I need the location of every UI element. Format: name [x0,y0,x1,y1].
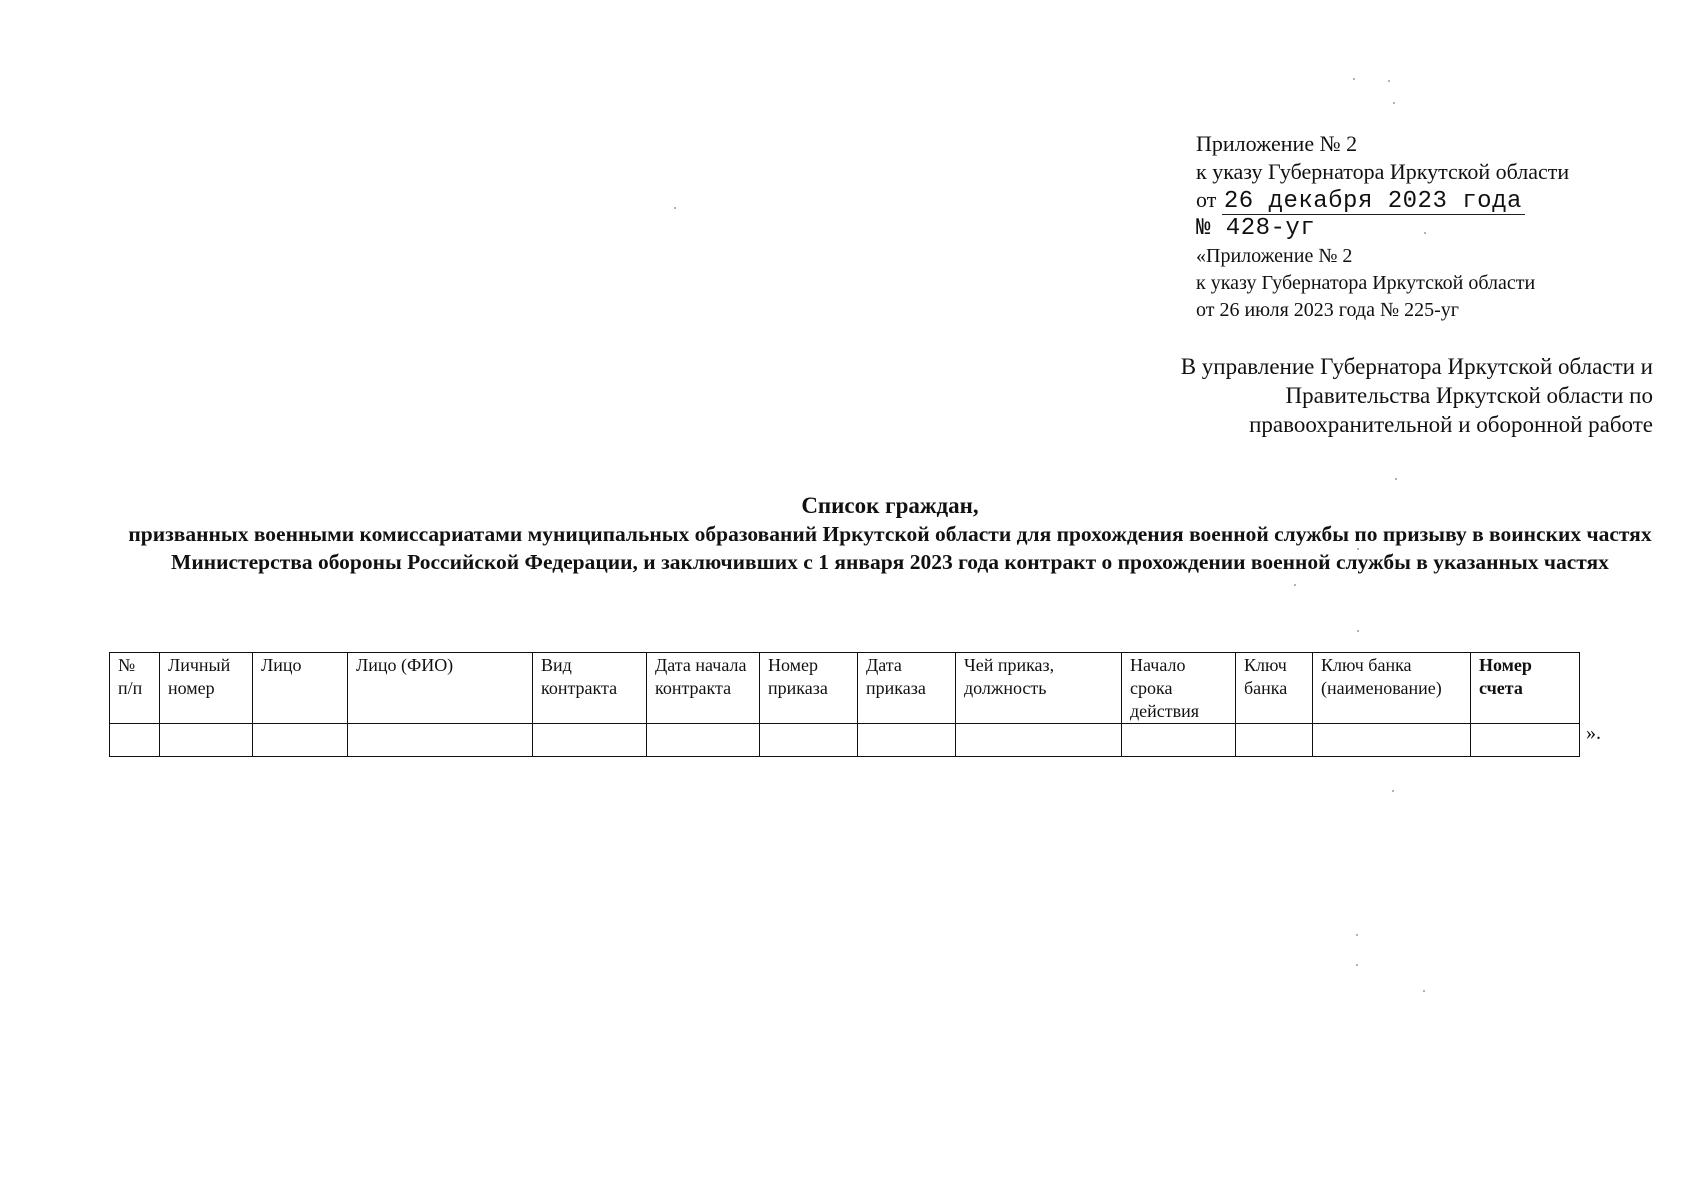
title-heading: Список граждан, [801,493,979,518]
title-description: призванных военными комиссариатами муниципальных образований Иркутской области для прохождения военной службы по призыву в воинских частях Министерства обороны Российской Федерации, и заключивших с 1 января 2023 года контракт о прохождении военной службы в указанных частях [128,522,1652,574]
table-cell [110,724,160,757]
table-cell [1236,724,1313,757]
scan-speck [1388,80,1390,82]
addressee-block [1093,352,1653,439]
appendix-title: Приложение № 2 [1196,131,1358,156]
table-header-cell: Лицо [253,653,348,724]
scan-speck [1393,102,1395,104]
table-header-cell: Дата приказа [858,653,956,724]
appendix-decree-ref: к указу Губернатора Иркутской области [1196,159,1570,184]
appendix-date-prefix: от [1196,187,1217,212]
scan-speck [1424,232,1426,234]
scan-speck [1357,630,1359,632]
table-header-cell: Ключ банка [1236,653,1313,724]
scan-speck [1392,790,1394,792]
scan-speck [1294,584,1296,586]
citizens-table-wrap [109,652,1580,757]
scan-speck [1423,990,1425,992]
table-cell [1471,724,1580,757]
scan-speck [1357,548,1359,550]
table-cell [253,724,348,757]
table-cell [1313,724,1471,757]
citizens-table [109,652,1580,757]
table-header-cell: Номер приказа [760,653,858,724]
table-cell [348,724,533,757]
table-cell [858,724,956,757]
table-cell [956,724,1122,757]
table-cell [760,724,858,757]
table-header-cell: Личный номер [160,653,253,724]
document-title [110,492,1670,576]
addressee-line: В управление Губернатора Иркутской области и [1180,354,1653,379]
scan-speck [1395,478,1397,480]
table-header-cell: Дата начала контракта [647,653,760,724]
original-appendix-title: «Приложение № 2 [1196,245,1353,267]
table-header-cell: Вид контракта [533,653,647,724]
addressee-line: Правительства Иркутской области по [1285,383,1653,408]
appendix-date-line [1196,186,1569,215]
table-cell [647,724,760,757]
table-cell [1122,724,1236,757]
scan-speck [1356,964,1358,966]
table-header-cell: № п/п [110,653,160,724]
scan-speck [674,207,676,209]
scan-speck [1353,78,1355,80]
table-cell [160,724,253,757]
table-header-cell: Чей приказ, должность [956,653,1122,724]
scan-speck [1356,934,1358,936]
appendix-header [1196,130,1569,324]
table-header-row [110,653,1580,724]
table-row [110,724,1580,757]
table-cell [533,724,647,757]
table-header-cell: Начало срока действия [1122,653,1236,724]
closing-quote-mark: ». [1586,722,1601,744]
addressee-line: правоохранительной и оборонной работе [1249,412,1653,437]
table-header-cell: Лицо (ФИО) [348,653,533,724]
table-header-cell: Номер счета [1471,653,1580,724]
original-decree-ref: к указу Губернатора Иркутской области [1196,272,1536,294]
appendix-number-value: № 428-уг [1196,215,1316,242]
table-header-cell: Ключ банка (наименование) [1313,653,1471,724]
original-decree-date: от 26 июля 2023 года № 225-уг [1196,299,1459,321]
appendix-date-value: 26 декабря 2023 года [1222,190,1525,215]
